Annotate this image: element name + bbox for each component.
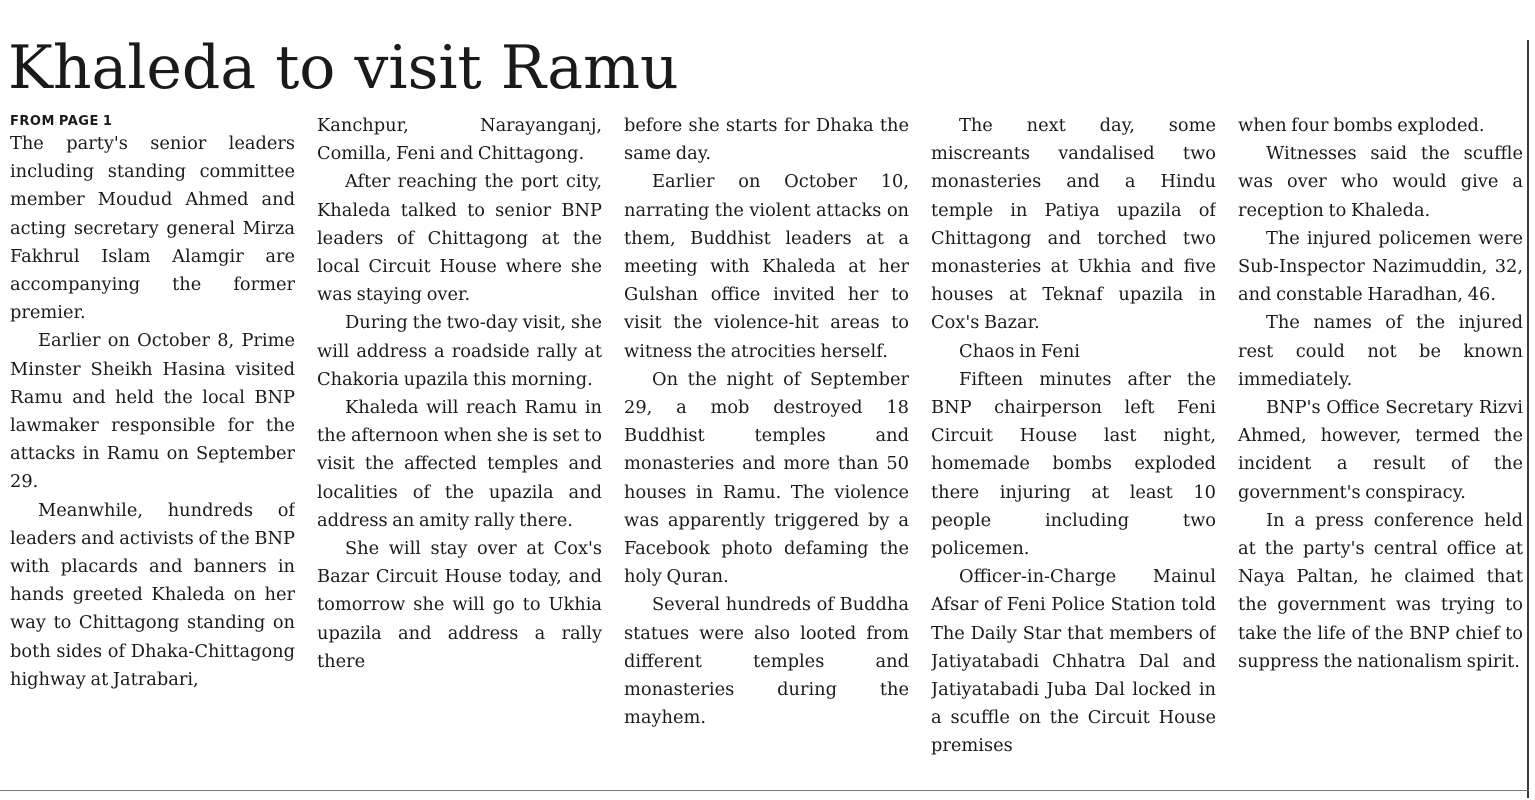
paragraph: Earlier on October 10, narrating the violent attacks on them, Buddhist leaders at a meeting with Khaleda at her Gulshan office invited her to visit the violence-hit areas to witness the atrocities herself. (624, 171, 909, 362)
paragraph: The names of the injured rest could not be known immediately. (1238, 312, 1523, 390)
article-body (10, 112, 1523, 788)
paragraph: Witnesses said the scuffle was over who would give a reception to Khaleda. (1238, 143, 1523, 221)
subheading: Chaos in Feni (959, 340, 1080, 362)
paragraph: She will stay over at Cox's Bazar Circuit House today, and tomorrow she will go to Ukhia upazila and address a rally there (317, 538, 602, 672)
paragraph: Officer-in-Charge Mainul Afsar of Feni Police Station told The Daily Star that members of Jatiyatabadi Chhatra Dal and Jatiyatabadi Juba Dal locked in a scuffle on the Circuit House premises (931, 566, 1216, 757)
paragraph: In a press conference held at the party's central office at Naya Paltan, he claimed that the government was trying to take the life of the BNP chief to suppress the nationalism spirit. (1238, 509, 1523, 672)
column-4 (931, 112, 1216, 788)
paragraph: Earlier on October 8, Prime Minster Sheikh Hasina visited Ramu and held the local BNP lawmaker responsible for the attacks in Ramu on September 29. (10, 330, 295, 493)
column-1 (10, 112, 295, 788)
paragraph: Meanwhile, hundreds of leaders and activists of the BNP with placards and banners in hands greeted Khaleda on her way to Chittagong standing on both sides of Dhaka-Chittagong highway at Jatrabari, (10, 499, 295, 690)
column-2 (317, 112, 602, 788)
paragraph: before she starts for Dhaka the same day. (624, 115, 909, 165)
column-3 (624, 112, 909, 788)
column-5 (1238, 112, 1523, 788)
paragraph: After reaching the port city, Khaleda talked to senior BNP leaders of Chittagong at the local Circuit House where she was staying over. (317, 171, 602, 306)
paragraph: Khaleda will reach Ramu in the afternoon when she is set to visit the affected temples and localities of the upazila and address an amity rally there. (317, 397, 602, 531)
paragraph: BNP's Office Secretary Rizvi Ahmed, however, termed the incident a result of the government's conspiracy. (1238, 397, 1523, 503)
paragraph: During the two-day visit, she will address a roadside rally at Chakoria upazila this morning. (317, 312, 602, 390)
paragraph: The injured policemen were Sub-Inspector Nazimuddin, 32, and constable Haradhan, 46. (1238, 227, 1523, 306)
paragraph: when four bombs exploded. (1238, 115, 1485, 136)
paragraph: Several hundreds of Buddha statues were also looted from different temples and monasteries during the mayhem. (624, 594, 909, 729)
paragraph: The party's senior leaders including standing committee member Moudud Ahmed and acting secretary general Mirza Fakhrul Islam Alamgir are accompanying the former premier. (10, 133, 295, 324)
paragraph: Fifteen minutes after the BNP chairperson left Feni Circuit House last night, homemade bombs exploded there injuring at least 10 people including two policemen. (931, 368, 1216, 560)
bottom-rule (0, 790, 1529, 791)
paragraph: Kanchpur, Narayanganj, Comilla, Feni and Chittagong. (317, 115, 602, 165)
headline: Khaleda to visit Ramu (8, 33, 679, 103)
continuation-kicker: FROM PAGE 1 (10, 114, 113, 129)
paragraph: The next day, some miscreants vandalised two monasteries and a Hindu temple in Patiya upazila of Chittagong and torched two monasteries at Ukhia and five houses at Teknaf upazila in Cox's Bazar. (931, 115, 1216, 334)
paragraph: On the night of September 29, a mob destroyed 18 Buddhist temples and monasteries and more than 50 houses in Ramu. The violence was apparently triggered by a Facebook photo defaming the holy Quran. (624, 368, 909, 588)
column-rule-right (1527, 40, 1529, 798)
